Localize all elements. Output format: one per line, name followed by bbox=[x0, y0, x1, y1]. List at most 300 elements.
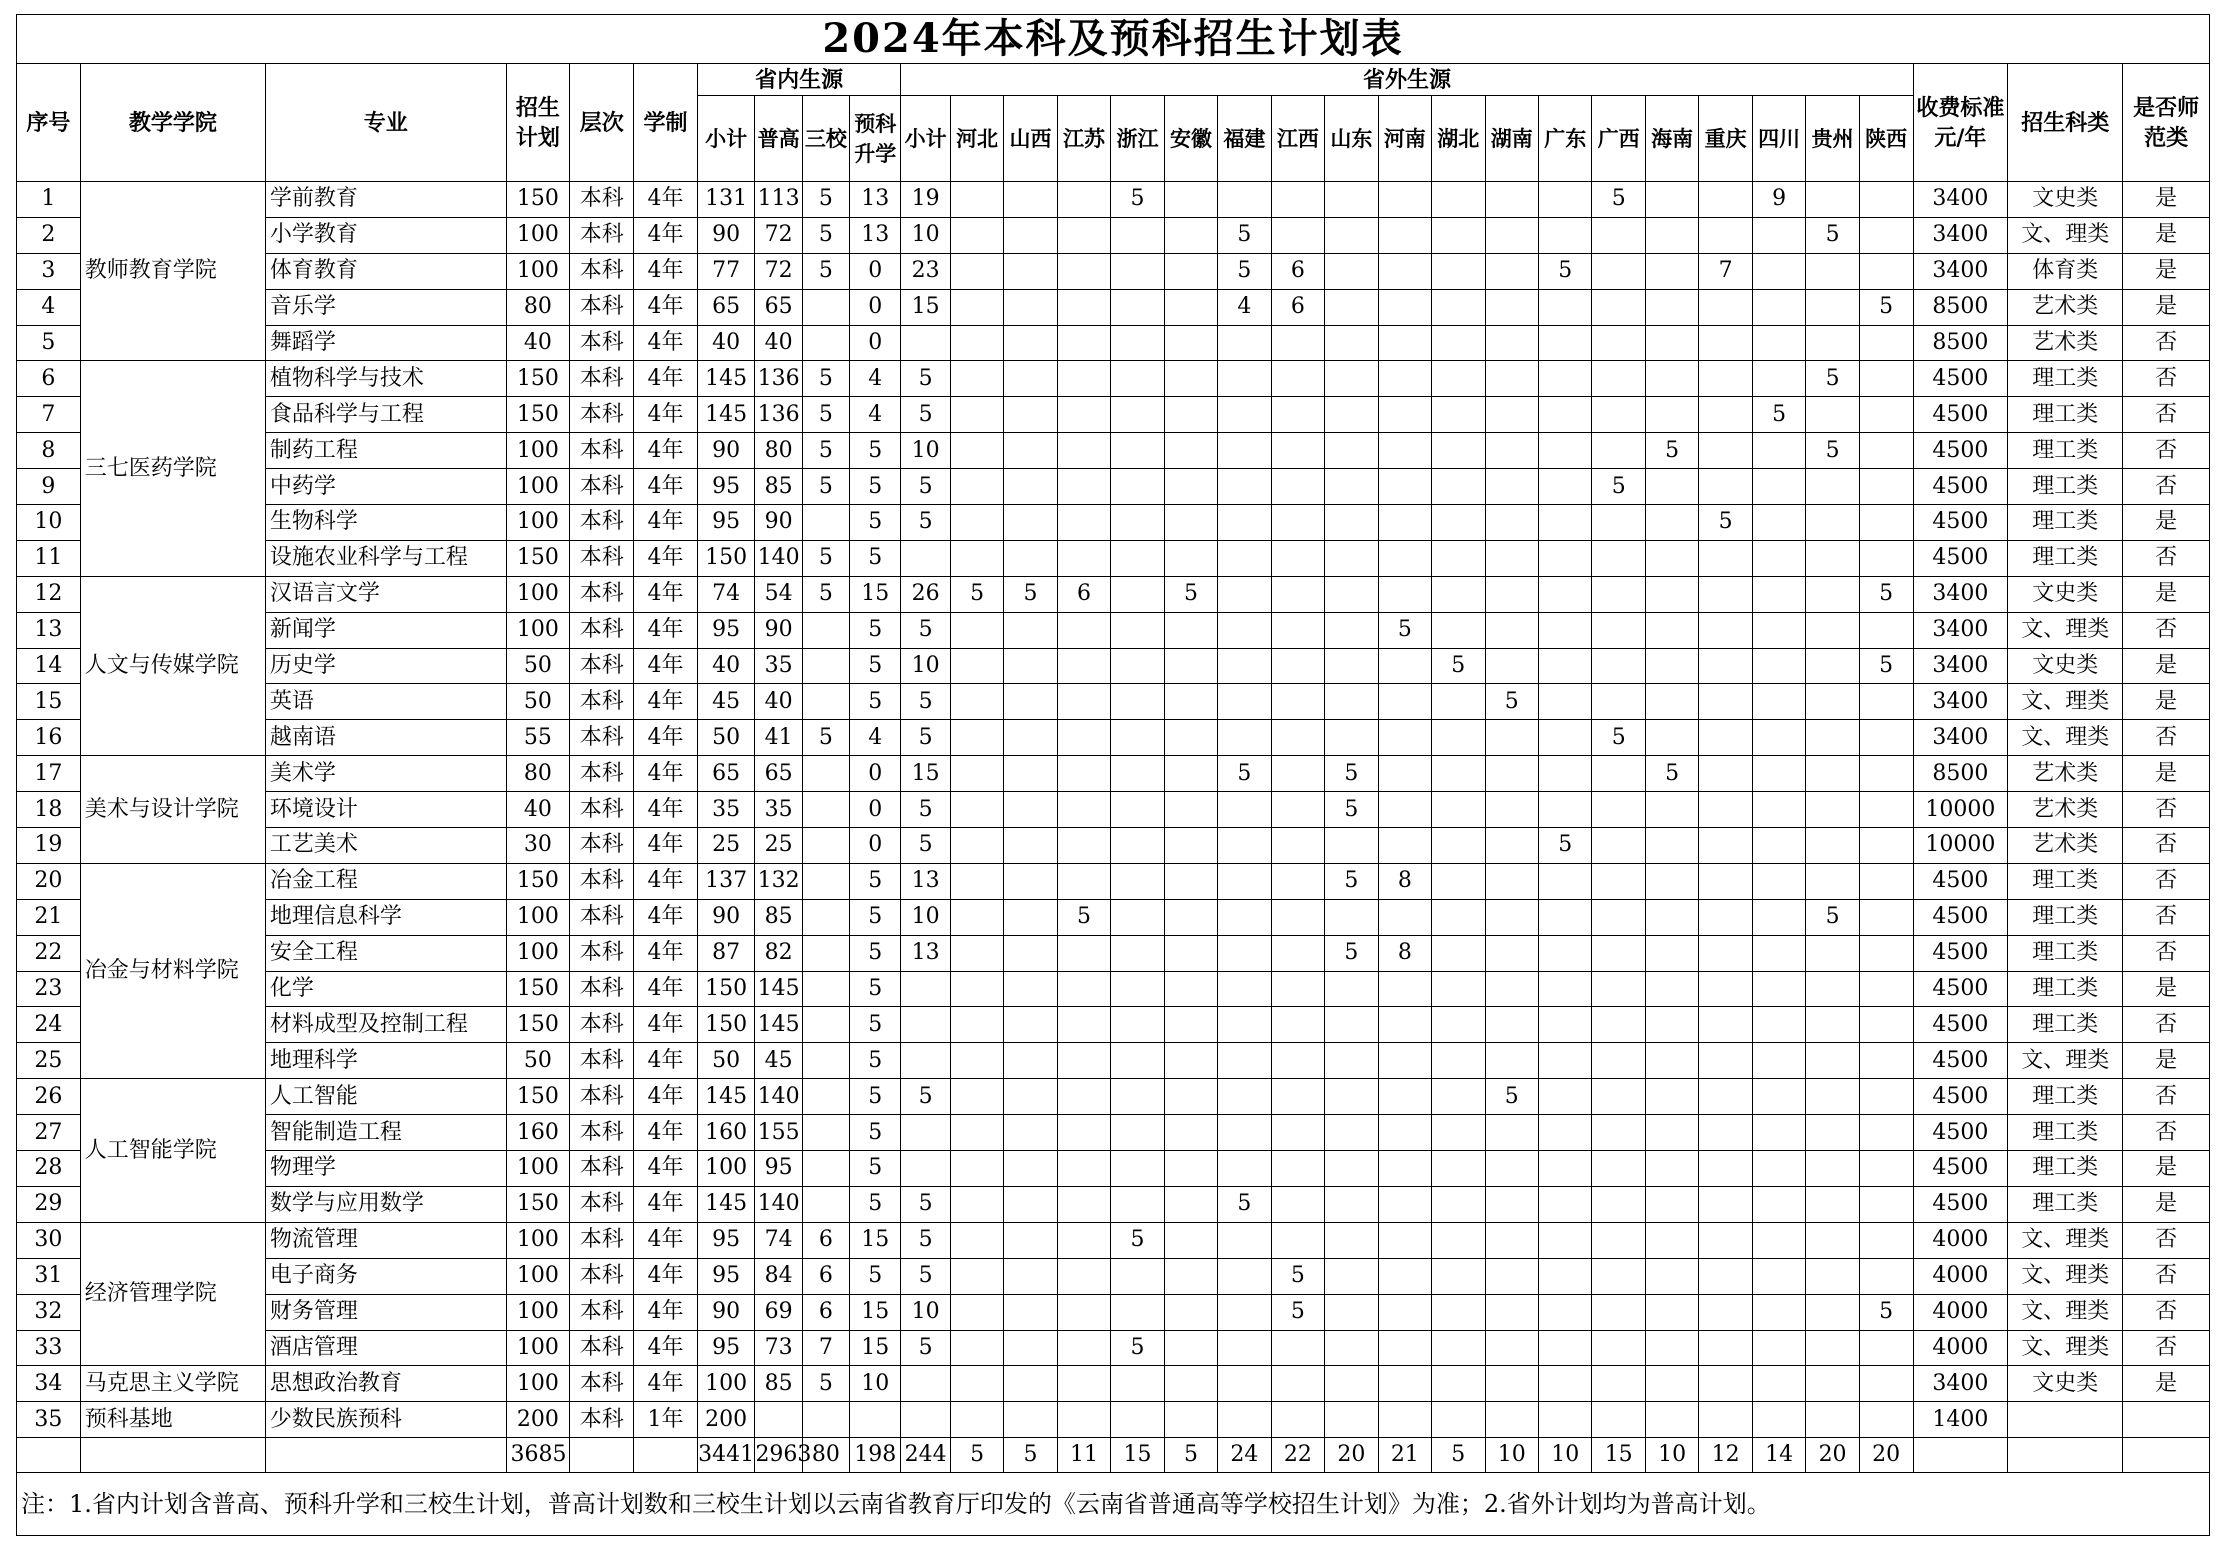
value-cell bbox=[1271, 863, 1324, 899]
header-out-col: 海南 bbox=[1645, 96, 1698, 182]
table-row bbox=[17, 1151, 2210, 1187]
value-cell bbox=[1004, 899, 1057, 935]
value-cell bbox=[1111, 720, 1164, 756]
value-cell bbox=[1218, 397, 1271, 433]
value-cell: 理工类 bbox=[2008, 469, 2123, 505]
value-cell bbox=[1538, 1007, 1591, 1043]
table-row bbox=[17, 217, 2210, 253]
total-cell: 11 bbox=[1057, 1438, 1110, 1473]
value-cell: 文史类 bbox=[2008, 648, 2123, 684]
value-cell bbox=[1057, 648, 1110, 684]
page-title: 2024年本科及预科招生计划表 bbox=[16, 14, 2210, 63]
value-cell bbox=[1004, 648, 1057, 684]
major-cell: 安全工程 bbox=[265, 935, 506, 971]
value-cell: 15 bbox=[850, 1222, 901, 1258]
value-cell bbox=[1325, 182, 1378, 218]
value-cell bbox=[1111, 935, 1164, 971]
value-cell bbox=[1164, 1330, 1217, 1366]
value-cell bbox=[1645, 935, 1698, 971]
value-cell: 10 bbox=[850, 1366, 901, 1402]
value-cell bbox=[1432, 899, 1485, 935]
value-cell bbox=[1218, 1258, 1271, 1294]
value-cell bbox=[1057, 469, 1110, 505]
value-cell: 5 bbox=[1111, 1222, 1164, 1258]
value-cell bbox=[1164, 1366, 1217, 1402]
value-cell bbox=[1164, 863, 1217, 899]
value-cell bbox=[1752, 1151, 1805, 1187]
value-cell: 5 bbox=[1859, 648, 1913, 684]
value-cell: 5 bbox=[850, 1258, 901, 1294]
major-cell: 材料成型及控制工程 bbox=[265, 1007, 506, 1043]
value-cell bbox=[1164, 971, 1217, 1007]
value-cell: 6 bbox=[802, 1258, 849, 1294]
value-cell: 150 bbox=[506, 540, 570, 576]
value-cell bbox=[1752, 1007, 1805, 1043]
value-cell bbox=[1806, 469, 1859, 505]
value-cell: 200 bbox=[506, 1402, 570, 1438]
value-cell bbox=[1645, 1079, 1698, 1115]
value-cell: 100 bbox=[506, 935, 570, 971]
value-cell bbox=[1645, 684, 1698, 720]
value-cell: 4 bbox=[850, 720, 901, 756]
value-cell: 5 bbox=[850, 505, 901, 541]
value-cell: 5 bbox=[1325, 935, 1378, 971]
value-cell: 文、理类 bbox=[2008, 684, 2123, 720]
value-cell bbox=[1806, 1043, 1859, 1079]
value-cell bbox=[1538, 540, 1591, 576]
value-cell bbox=[1164, 217, 1217, 253]
value-cell: 5 bbox=[802, 1366, 849, 1402]
major-cell: 中药学 bbox=[265, 469, 506, 505]
value-cell bbox=[1378, 684, 1431, 720]
seq-cell: 20 bbox=[17, 863, 81, 899]
value-cell bbox=[1806, 1330, 1859, 1366]
value-cell bbox=[1111, 1043, 1164, 1079]
value-cell: 35 bbox=[755, 648, 802, 684]
value-cell bbox=[1271, 576, 1324, 612]
value-cell bbox=[1271, 505, 1324, 541]
value-cell bbox=[2123, 1402, 2210, 1438]
college-cell: 美术与设计学院 bbox=[80, 756, 265, 864]
value-cell bbox=[1859, 612, 1913, 648]
value-cell: 5 bbox=[1218, 217, 1271, 253]
college-cell: 三七医药学院 bbox=[80, 361, 265, 576]
value-cell: 4年 bbox=[634, 1294, 698, 1330]
value-cell: 本科 bbox=[570, 612, 634, 648]
value-cell bbox=[1806, 289, 1859, 325]
value-cell bbox=[950, 397, 1003, 433]
value-cell bbox=[1538, 1079, 1591, 1115]
value-cell bbox=[901, 325, 950, 361]
value-cell bbox=[1432, 469, 1485, 505]
value-cell bbox=[1485, 612, 1538, 648]
value-cell: 0 bbox=[850, 756, 901, 792]
major-cell: 思想政治教育 bbox=[265, 1366, 506, 1402]
value-cell bbox=[1699, 648, 1752, 684]
value-cell: 文史类 bbox=[2008, 576, 2123, 612]
value-cell bbox=[1645, 1330, 1698, 1366]
value-cell bbox=[1645, 792, 1698, 828]
value-cell bbox=[1645, 971, 1698, 1007]
value-cell: 150 bbox=[697, 540, 755, 576]
major-cell: 美术学 bbox=[265, 756, 506, 792]
value-cell bbox=[802, 289, 849, 325]
value-cell bbox=[1218, 1294, 1271, 1330]
major-cell: 新闻学 bbox=[265, 612, 506, 648]
value-cell: 4年 bbox=[634, 1366, 698, 1402]
value-cell bbox=[1859, 325, 1913, 361]
value-cell bbox=[1057, 1043, 1110, 1079]
value-cell bbox=[1271, 612, 1324, 648]
value-cell bbox=[1592, 863, 1645, 899]
header-in-col: 小计 bbox=[697, 96, 755, 182]
value-cell bbox=[1538, 1330, 1591, 1366]
total-cell: 80 bbox=[802, 1438, 849, 1473]
value-cell bbox=[1111, 756, 1164, 792]
table-row bbox=[17, 1186, 2210, 1222]
value-cell: 4年 bbox=[634, 1151, 698, 1187]
seq-cell: 8 bbox=[17, 433, 81, 469]
total-cell: 21 bbox=[1378, 1438, 1431, 1473]
value-cell bbox=[950, 433, 1003, 469]
value-cell: 150 bbox=[506, 182, 570, 218]
college-cell: 经济管理学院 bbox=[80, 1222, 265, 1366]
value-cell: 5 bbox=[901, 684, 950, 720]
value-cell bbox=[1378, 361, 1431, 397]
value-cell bbox=[1378, 1043, 1431, 1079]
header-out-col: 广东 bbox=[1538, 96, 1591, 182]
major-cell: 音乐学 bbox=[265, 289, 506, 325]
value-cell: 5 bbox=[850, 1186, 901, 1222]
value-cell bbox=[950, 828, 1003, 864]
value-cell bbox=[1378, 1186, 1431, 1222]
value-cell bbox=[950, 1330, 1003, 1366]
value-cell: 150 bbox=[697, 1007, 755, 1043]
value-cell bbox=[901, 1366, 950, 1402]
value-cell: 80 bbox=[755, 433, 802, 469]
value-cell: 140 bbox=[755, 1079, 802, 1115]
value-cell bbox=[1432, 433, 1485, 469]
value-cell bbox=[1057, 684, 1110, 720]
value-cell: 3400 bbox=[1913, 720, 2008, 756]
major-cell: 地理信息科学 bbox=[265, 899, 506, 935]
value-cell bbox=[1378, 1151, 1431, 1187]
value-cell: 艺术类 bbox=[2008, 828, 2123, 864]
value-cell: 是 bbox=[2123, 182, 2210, 218]
value-cell: 体育类 bbox=[2008, 253, 2123, 289]
value-cell: 4年 bbox=[634, 540, 698, 576]
value-cell: 145 bbox=[697, 361, 755, 397]
plan-sheet bbox=[16, 14, 2210, 1536]
value-cell: 5 bbox=[1645, 756, 1698, 792]
value-cell bbox=[1325, 1330, 1378, 1366]
value-cell bbox=[1592, 1079, 1645, 1115]
value-cell bbox=[950, 540, 1003, 576]
value-cell: 50 bbox=[506, 684, 570, 720]
value-cell bbox=[1645, 1258, 1698, 1294]
value-cell bbox=[1485, 540, 1538, 576]
table-row bbox=[17, 576, 2210, 612]
table-row bbox=[17, 648, 2210, 684]
value-cell bbox=[1699, 720, 1752, 756]
value-cell bbox=[1859, 1222, 1913, 1258]
value-cell: 5 bbox=[1111, 182, 1164, 218]
seq-cell: 4 bbox=[17, 289, 81, 325]
value-cell bbox=[1218, 361, 1271, 397]
table-row bbox=[17, 1115, 2210, 1151]
value-cell: 50 bbox=[506, 648, 570, 684]
value-cell bbox=[1164, 540, 1217, 576]
value-cell: 5 bbox=[950, 576, 1003, 612]
value-cell bbox=[1859, 1151, 1913, 1187]
value-cell bbox=[1592, 325, 1645, 361]
value-cell bbox=[1378, 1294, 1431, 1330]
value-cell bbox=[1218, 1079, 1271, 1115]
value-cell: 5 bbox=[1325, 756, 1378, 792]
value-cell: 100 bbox=[697, 1151, 755, 1187]
value-cell bbox=[1057, 756, 1110, 792]
value-cell bbox=[1111, 684, 1164, 720]
value-cell bbox=[1218, 899, 1271, 935]
value-cell bbox=[901, 1402, 950, 1438]
value-cell bbox=[1699, 971, 1752, 1007]
value-cell bbox=[1378, 182, 1431, 218]
value-cell bbox=[1538, 217, 1591, 253]
value-cell: 4500 bbox=[1913, 1115, 2008, 1151]
value-cell bbox=[1325, 433, 1378, 469]
value-cell bbox=[1164, 1186, 1217, 1222]
table-row bbox=[17, 325, 2210, 361]
value-cell bbox=[1752, 1043, 1805, 1079]
major-cell: 制药工程 bbox=[265, 433, 506, 469]
value-cell bbox=[1645, 289, 1698, 325]
value-cell: 4年 bbox=[634, 217, 698, 253]
value-cell bbox=[1699, 1366, 1752, 1402]
value-cell bbox=[1699, 935, 1752, 971]
value-cell bbox=[1538, 289, 1591, 325]
value-cell bbox=[1538, 1402, 1591, 1438]
value-cell bbox=[1218, 1151, 1271, 1187]
value-cell: 4000 bbox=[1913, 1258, 2008, 1294]
value-cell: 5 bbox=[850, 648, 901, 684]
value-cell: 本科 bbox=[570, 1330, 634, 1366]
major-cell: 数学与应用数学 bbox=[265, 1186, 506, 1222]
value-cell bbox=[1699, 576, 1752, 612]
seq-cell: 34 bbox=[17, 1366, 81, 1402]
value-cell bbox=[1699, 1258, 1752, 1294]
value-cell: 5 bbox=[802, 397, 849, 433]
value-cell: 145 bbox=[755, 971, 802, 1007]
value-cell bbox=[1057, 253, 1110, 289]
value-cell bbox=[1485, 935, 1538, 971]
header-in-col: 三校 bbox=[802, 96, 849, 182]
value-cell bbox=[1806, 576, 1859, 612]
value-cell bbox=[1432, 1151, 1485, 1187]
value-cell bbox=[1806, 684, 1859, 720]
value-cell bbox=[1271, 1079, 1324, 1115]
value-cell: 4年 bbox=[634, 863, 698, 899]
value-cell: 5 bbox=[1859, 1294, 1913, 1330]
value-cell: 否 bbox=[2123, 612, 2210, 648]
value-cell: 是 bbox=[2123, 1043, 2210, 1079]
value-cell: 90 bbox=[755, 505, 802, 541]
value-cell bbox=[802, 935, 849, 971]
value-cell bbox=[1806, 1079, 1859, 1115]
table-row bbox=[17, 1258, 2210, 1294]
seq-cell: 7 bbox=[17, 397, 81, 433]
value-cell: 5 bbox=[1271, 1294, 1324, 1330]
value-cell bbox=[1485, 1007, 1538, 1043]
value-cell bbox=[1057, 217, 1110, 253]
value-cell bbox=[1432, 720, 1485, 756]
total-cell: 5 bbox=[1004, 1438, 1057, 1473]
value-cell bbox=[1859, 1366, 1913, 1402]
value-cell bbox=[1538, 361, 1591, 397]
value-cell bbox=[1592, 361, 1645, 397]
value-cell: 25 bbox=[755, 828, 802, 864]
value-cell bbox=[1111, 792, 1164, 828]
value-cell: 4 bbox=[850, 397, 901, 433]
table-row bbox=[17, 505, 2210, 541]
value-cell: 5 bbox=[1538, 828, 1591, 864]
value-cell bbox=[1432, 1258, 1485, 1294]
value-cell: 5 bbox=[901, 792, 950, 828]
table-row bbox=[17, 433, 2210, 469]
value-cell: 8500 bbox=[1913, 756, 2008, 792]
value-cell: 5 bbox=[1218, 1186, 1271, 1222]
value-cell: 3400 bbox=[1913, 253, 2008, 289]
value-cell: 本科 bbox=[570, 217, 634, 253]
value-cell: 69 bbox=[755, 1294, 802, 1330]
value-cell: 理工类 bbox=[2008, 863, 2123, 899]
value-cell: 15 bbox=[850, 1330, 901, 1366]
value-cell: 5 bbox=[802, 469, 849, 505]
seq-cell: 35 bbox=[17, 1402, 81, 1438]
value-cell: 40 bbox=[755, 684, 802, 720]
value-cell bbox=[1004, 1222, 1057, 1258]
value-cell: 否 bbox=[2123, 540, 2210, 576]
value-cell bbox=[1164, 1151, 1217, 1187]
value-cell bbox=[1378, 1366, 1431, 1402]
value-cell bbox=[1806, 756, 1859, 792]
value-cell bbox=[1004, 217, 1057, 253]
value-cell: 0 bbox=[850, 792, 901, 828]
value-cell: 4000 bbox=[1913, 1294, 2008, 1330]
value-cell bbox=[1859, 469, 1913, 505]
value-cell bbox=[1111, 253, 1164, 289]
value-cell: 3400 bbox=[1913, 684, 2008, 720]
seq-cell: 22 bbox=[17, 935, 81, 971]
seq-cell: 5 bbox=[17, 325, 81, 361]
value-cell: 54 bbox=[755, 576, 802, 612]
value-cell: 140 bbox=[755, 1186, 802, 1222]
value-cell: 3400 bbox=[1913, 182, 2008, 218]
value-cell bbox=[1592, 1151, 1645, 1187]
value-cell: 5 bbox=[1378, 612, 1431, 648]
value-cell: 5 bbox=[802, 540, 849, 576]
value-cell: 4年 bbox=[634, 505, 698, 541]
value-cell: 8500 bbox=[1913, 325, 2008, 361]
value-cell: 文、理类 bbox=[2008, 1222, 2123, 1258]
value-cell: 本科 bbox=[570, 1115, 634, 1151]
value-cell bbox=[1699, 1330, 1752, 1366]
value-cell bbox=[1432, 1043, 1485, 1079]
value-cell: 本科 bbox=[570, 540, 634, 576]
value-cell: 90 bbox=[697, 433, 755, 469]
value-cell: 否 bbox=[2123, 720, 2210, 756]
value-cell bbox=[1806, 397, 1859, 433]
value-cell: 77 bbox=[697, 253, 755, 289]
value-cell bbox=[1645, 720, 1698, 756]
value-cell bbox=[1378, 505, 1431, 541]
value-cell bbox=[1752, 1222, 1805, 1258]
major-cell: 小学教育 bbox=[265, 217, 506, 253]
value-cell bbox=[1485, 863, 1538, 899]
value-cell bbox=[1111, 361, 1164, 397]
value-cell bbox=[802, 863, 849, 899]
value-cell: 本科 bbox=[570, 1151, 634, 1187]
value-cell bbox=[1004, 505, 1057, 541]
seq-cell: 16 bbox=[17, 720, 81, 756]
header-out-col: 湖南 bbox=[1485, 96, 1538, 182]
value-cell bbox=[1592, 397, 1645, 433]
value-cell: 5 bbox=[850, 935, 901, 971]
value-cell: 5 bbox=[802, 576, 849, 612]
value-cell bbox=[1592, 756, 1645, 792]
value-cell bbox=[1271, 433, 1324, 469]
value-cell: 本科 bbox=[570, 182, 634, 218]
value-cell bbox=[1164, 1222, 1217, 1258]
major-cell: 历史学 bbox=[265, 648, 506, 684]
value-cell: 136 bbox=[755, 361, 802, 397]
value-cell: 72 bbox=[755, 217, 802, 253]
header-out-col: 河南 bbox=[1378, 96, 1431, 182]
value-cell bbox=[1485, 1186, 1538, 1222]
value-cell: 155 bbox=[755, 1115, 802, 1151]
value-cell bbox=[1592, 1115, 1645, 1151]
value-cell bbox=[1378, 576, 1431, 612]
value-cell bbox=[1645, 1366, 1698, 1402]
value-cell: 本科 bbox=[570, 253, 634, 289]
value-cell: 本科 bbox=[570, 289, 634, 325]
major-cell: 环境设计 bbox=[265, 792, 506, 828]
value-cell: 5 bbox=[901, 828, 950, 864]
value-cell bbox=[1752, 792, 1805, 828]
value-cell: 3400 bbox=[1913, 217, 2008, 253]
value-cell: 100 bbox=[506, 1222, 570, 1258]
totals-row bbox=[17, 1438, 2210, 1473]
value-cell bbox=[1111, 899, 1164, 935]
major-cell: 食品科学与工程 bbox=[265, 397, 506, 433]
value-cell: 4 bbox=[1218, 289, 1271, 325]
value-cell bbox=[1752, 971, 1805, 1007]
value-cell bbox=[1004, 1294, 1057, 1330]
value-cell bbox=[802, 828, 849, 864]
total-cell: 10 bbox=[1538, 1438, 1591, 1473]
major-cell: 冶金工程 bbox=[265, 863, 506, 899]
table-row bbox=[17, 397, 2210, 433]
value-cell bbox=[1057, 1007, 1110, 1043]
value-cell bbox=[1271, 361, 1324, 397]
value-cell bbox=[1752, 1366, 1805, 1402]
value-cell bbox=[1859, 899, 1913, 935]
value-cell: 10 bbox=[901, 1294, 950, 1330]
value-cell: 9 bbox=[1752, 182, 1805, 218]
value-cell bbox=[1111, 1079, 1164, 1115]
value-cell: 否 bbox=[2123, 1007, 2210, 1043]
value-cell bbox=[1538, 1115, 1591, 1151]
value-cell bbox=[1004, 1115, 1057, 1151]
